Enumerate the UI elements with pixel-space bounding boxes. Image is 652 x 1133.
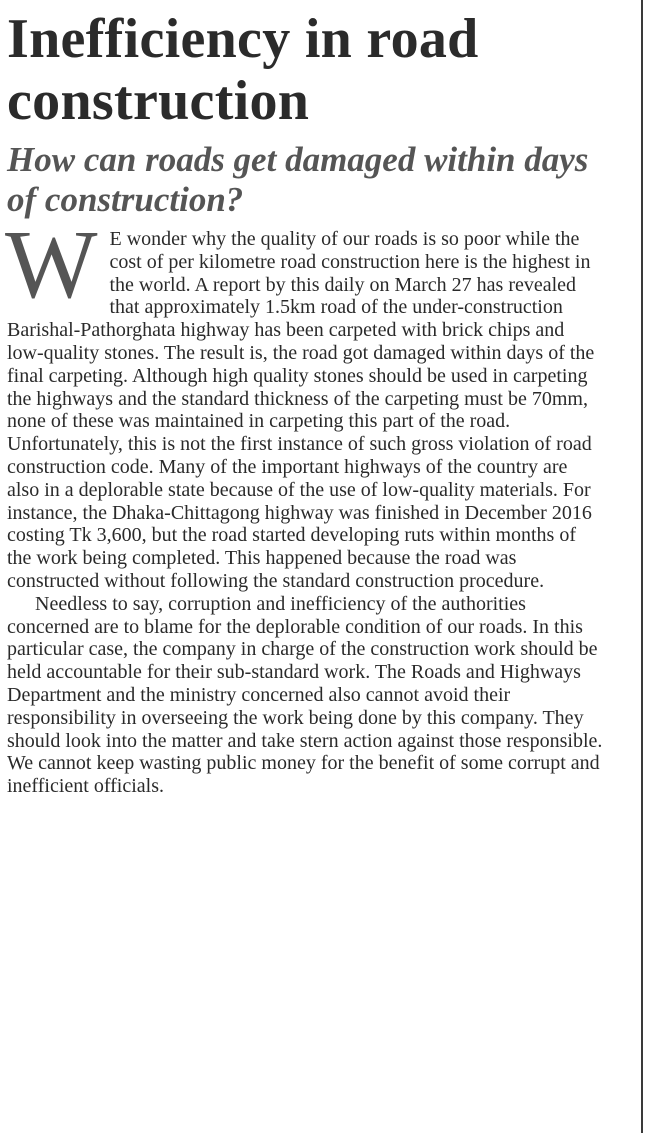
paragraph-1-text: E wonder why the quality of our roads is so poor while the cost of per kilometre road construction here is the highest in the world. A report by this daily on March 27 has revealed that approximately 1.5km road of the under-construction Barishal-Pathorghata highway has been carpeted with brick chips and low-quality stones. The result is, the road got damaged within days of the final carpeting. Although high quality stones should be used in carpeting the highways and the standard thickness of the carpeting must be 70mm, none of these was maintained in carpeting this part of the road. Unfortunately, this is not the first instance of such gross violation of road construction code. Many of the important highways of the country are also in a deplorable state because of the use of low-quality materials. For instance, the Dhaka-Chittagong highway was finished in December 2016 costing Tk 3,600, but the road started developing ruts within months of the work being completed. This happened because the road was constructed without following the standard construction procedure.	[7, 228, 595, 592]
paragraph-1	[5, 211, 603, 593]
editorial-article	[7, 8, 603, 798]
subheadline: How can roads get damaged within days of construction?	[7, 140, 589, 219]
paragraph-2: Needless to say, corruption and inefficiency of the authorities concerned are to blame for the deplorable condition of our roads. In this particular case, the company in charge of the construction work should be held accountable for their sub-standard work. The Roads and Highways Department and the ministry concerned also cannot avoid their responsibility in overseeing the work being done by this company. They should look into the matter and take stern action against those responsible. We cannot keep wasting public money for the benefit of some corrupt and inefficient officials.	[7, 592, 603, 798]
drop-cap: W	[5, 211, 98, 319]
column-rule	[641, 0, 643, 1133]
headline: Inefficiency in road construction	[7, 8, 479, 132]
